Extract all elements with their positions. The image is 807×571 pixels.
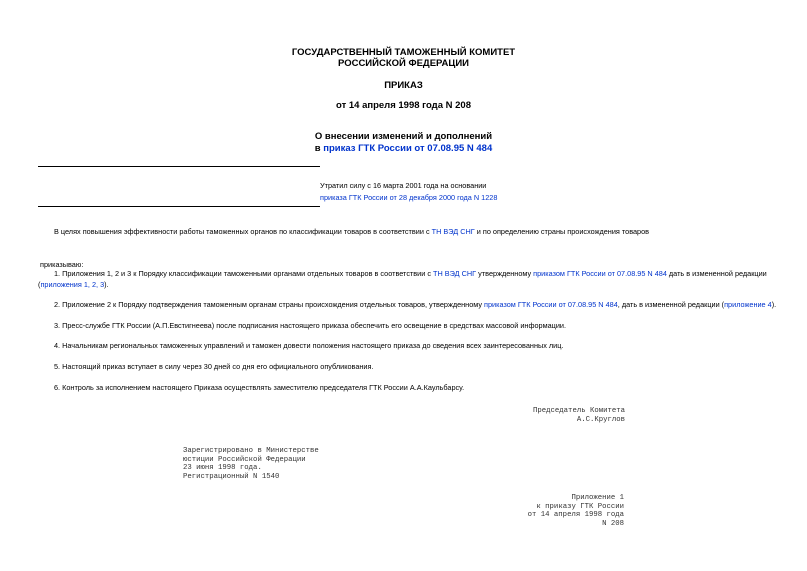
appendix-line3: от 14 апреля 1998 года [527,511,624,520]
preamble-text: В целях повышения эффективности работы таможенных органов по классификации товаров в соответствии с [54,227,432,236]
doc-date-number: от 14 апреля 1998 года N 208 [336,100,471,111]
registration-line3: 23 июня 1998 года. [183,464,262,473]
item-5: 5. Настоящий приказ вступает в силу через 30 дней со дня его официального опубликования. [54,362,374,371]
divider-top [38,166,320,167]
divider-bottom [38,206,320,207]
signature-block [520,407,625,424]
order-word: приказываю: [40,260,84,269]
appendix-line1: Приложение 1 [571,494,624,502]
registration-line4: Регистрационный N 1540 [183,472,280,481]
item-4: 4. Начальникам региональных таможенных управлений и таможен довести положения настоящего приказа до сведения всех заинтересованных лиц. [54,341,564,350]
item-1 [38,268,778,290]
item-1-text-b: утвержденному [476,269,534,278]
item-2 [38,299,778,310]
status-note-text: Утратил силу с 16 марта 2001 года на основании [320,181,487,190]
item-2-order-link[interactable]: приказом ГТК России от 07.08.95 N 484 [484,300,618,309]
item-1-text-d: ). [104,280,109,289]
item-2-text-b: , дать в измененной редакции ( [617,300,725,309]
item-1-tnved-link[interactable]: ТН ВЭД СНГ [433,269,477,278]
org-name-line1: ГОСУДАРСТВЕННЫЙ ТАМОЖЕННЫЙ КОМИТЕТ [291,47,516,58]
preamble-text-end: и по определению страны происхождения товаров [474,227,650,236]
item-2-appendix-link[interactable]: приложение 4 [724,300,772,309]
item-6: 6. Контроль за исполнением настоящего Приказа осуществлять заместителю председателя ГТК России А.А.Каульбарсу. [54,383,465,392]
appendix-line2: к приказу ГТК России [536,502,624,511]
item-2-text: 2. Приложение 2 к Порядку подтверждения таможенным органам страны происхождения отдельных товаров, утвержденному [54,300,485,309]
preamble [38,226,778,237]
doc-subject-line1: О внесении изменений и дополнений [314,131,493,142]
registration-line2: юстиции Российской Федерации [183,455,306,464]
appendix-line4: N 208 [602,519,624,528]
signature-name: А.С.Круглов [576,415,625,424]
registration-line1: Зарегистрировано в Министерстве [183,447,319,455]
doc-type-title: ПРИКАЗ [384,80,423,91]
item-1-order-link[interactable]: приказом ГТК России от 07.08.95 N 484 [533,269,667,278]
registration-block [183,447,319,481]
appendix-block [500,494,624,528]
doc-subject-prefix: в [314,143,324,154]
item-2-text-c: ). [771,300,777,309]
item-1-text: 1. Приложения 1, 2 и 3 к Порядку классификации таможенными органами отдельных товаров в соответствии с [54,269,434,278]
order-1228-link[interactable]: приказа ГТК России от 28 декабря 2000 года N 1228 [320,193,498,202]
signature-title: Председатель Комитета [533,407,625,415]
tnved-link[interactable]: ТН ВЭД СНГ [431,227,475,236]
item-1-text-c: дать в измененной редакции ( [38,269,767,289]
doc-subject-line2 [0,143,807,155]
item-3: 3. Пресс-службе ГТК России (А.П.Евстигнеева) после подписания настоящего приказа обеспечить его освещение в средствах массовой информации. [54,321,566,330]
item-1-appendix-link[interactable]: приложения 1, 2, 3 [40,280,105,289]
order-484-link[interactable]: приказ ГТК России от 07.08.95 N 484 [323,143,493,154]
org-name-line2: РОССИЙСКОЙ ФЕДЕРАЦИИ [337,58,469,69]
status-note [320,180,520,204]
